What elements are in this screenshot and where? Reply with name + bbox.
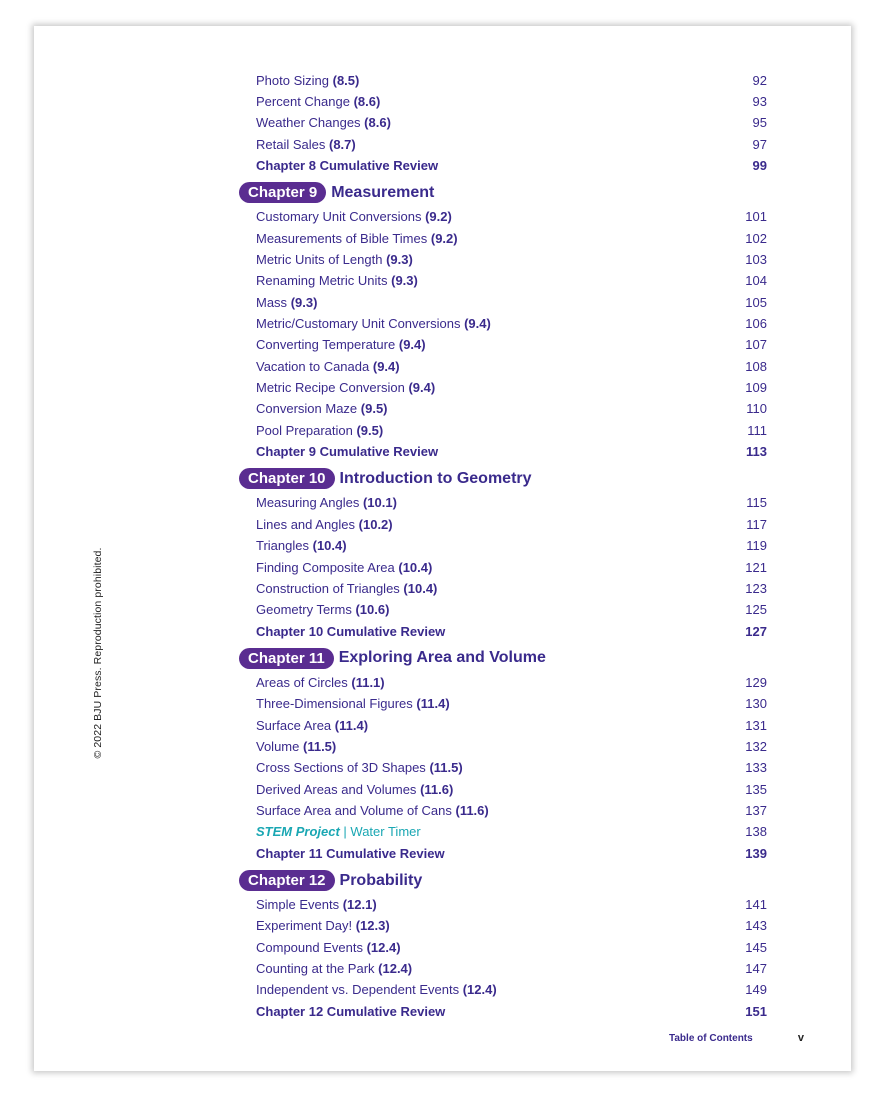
lesson-reference: (9.4) bbox=[372, 358, 400, 374]
entry-title-text: Construction of Triangles bbox=[256, 580, 400, 596]
toc-entry bbox=[256, 757, 767, 778]
chapter-heading bbox=[239, 647, 546, 669]
entry-title-text: Volume bbox=[256, 738, 300, 754]
page-number: 139 bbox=[745, 845, 767, 861]
lesson-reference: (12.1) bbox=[342, 897, 377, 913]
toc-entry bbox=[256, 377, 767, 398]
page-number: 129 bbox=[745, 674, 767, 690]
toc-entry bbox=[256, 70, 767, 91]
lesson-reference: (9.4) bbox=[398, 337, 426, 353]
page-number: 99 bbox=[752, 157, 767, 173]
page-number: 141 bbox=[745, 897, 767, 913]
page-number: 138 bbox=[745, 824, 767, 840]
toc-entry bbox=[256, 894, 767, 915]
stem-project-entry bbox=[256, 821, 767, 842]
entry-title-text: Finding Composite Area bbox=[256, 559, 395, 575]
entry-title bbox=[256, 158, 438, 173]
page-number: 119 bbox=[746, 538, 767, 554]
chapter-title: Measurement bbox=[331, 183, 435, 201]
page-number: 95 bbox=[752, 115, 767, 131]
toc-entry bbox=[256, 672, 767, 693]
entry-title-text: Simple Events bbox=[256, 897, 340, 913]
toc-entry bbox=[256, 535, 767, 556]
entry-title bbox=[256, 624, 445, 639]
chapter-title: Introduction to Geometry bbox=[339, 469, 532, 487]
page-number: 101 bbox=[745, 209, 767, 225]
entry-title-text: Three-Dimensional Figures bbox=[256, 696, 413, 712]
toc-entry bbox=[256, 779, 767, 800]
entry-title-text: Converting Temperature bbox=[256, 337, 396, 353]
toc-entry bbox=[256, 292, 767, 313]
entry-title-text: Cross Sections of 3D Shapes bbox=[256, 760, 426, 776]
page-number: 103 bbox=[745, 251, 767, 267]
toc-entry bbox=[256, 599, 767, 620]
toc-entry bbox=[256, 557, 767, 578]
entry-title-text: Metric Units of Length bbox=[256, 251, 383, 267]
entry-title bbox=[256, 824, 421, 839]
entry-title bbox=[256, 718, 368, 733]
entry-title bbox=[256, 73, 359, 88]
entry-title-text: Metric/Customary Unit Conversions bbox=[256, 316, 461, 331]
lesson-reference: (8.6) bbox=[353, 93, 381, 109]
cumulative-review-entry bbox=[256, 441, 767, 462]
stem-project-label: STEM Project bbox=[256, 824, 340, 840]
lesson-reference: (11.5) bbox=[429, 760, 463, 776]
entry-title bbox=[256, 940, 401, 955]
toc-entry bbox=[256, 270, 767, 291]
entry-title bbox=[256, 918, 390, 933]
entry-title bbox=[256, 337, 426, 352]
toc-entry bbox=[256, 715, 767, 736]
entry-title-text: Customary Unit Conversions bbox=[256, 209, 422, 225]
lesson-reference: (11.4) bbox=[334, 717, 369, 733]
page-number: 106 bbox=[745, 316, 767, 331]
lesson-reference: (10.2) bbox=[358, 516, 393, 532]
entry-title bbox=[256, 115, 391, 130]
page-number: 137 bbox=[745, 803, 767, 818]
chapter-title: Probability bbox=[339, 871, 423, 889]
entry-title bbox=[256, 982, 497, 997]
page-number: 125 bbox=[745, 602, 767, 618]
entry-title bbox=[256, 295, 317, 310]
entry-title bbox=[256, 803, 489, 818]
entry-title bbox=[256, 675, 385, 690]
lesson-reference: (11.6) bbox=[420, 781, 454, 797]
footer-label: Table of Contents bbox=[669, 1032, 753, 1044]
page-footer bbox=[669, 1032, 804, 1044]
page-number: 109 bbox=[745, 380, 767, 396]
entry-title-text: Mass bbox=[256, 294, 288, 310]
lesson-reference: (9.5) bbox=[356, 422, 384, 438]
toc-entry bbox=[256, 800, 767, 821]
page-number: 132 bbox=[745, 738, 767, 754]
lesson-reference: (9.4) bbox=[464, 316, 491, 331]
lesson-reference: (9.3) bbox=[391, 273, 418, 289]
entry-title bbox=[256, 782, 453, 797]
entry-title-text: | Water Timer bbox=[343, 824, 421, 840]
page-number: 145 bbox=[745, 939, 767, 955]
entry-title bbox=[256, 517, 393, 532]
entry-title-text: Chapter 9 Cumulative Review bbox=[256, 444, 439, 460]
lesson-reference: (12.4) bbox=[462, 982, 497, 998]
toc-entry bbox=[256, 736, 767, 757]
entry-title-text: Chapter 8 Cumulative Review bbox=[256, 157, 439, 173]
page-number: 102 bbox=[745, 230, 767, 246]
entry-title bbox=[256, 495, 397, 510]
chapter-heading bbox=[239, 468, 532, 490]
entry-title-text: Geometry Terms bbox=[256, 602, 352, 618]
chapter-number-badge: Chapter 10 bbox=[239, 468, 335, 489]
cumulative-review-entry bbox=[256, 1001, 767, 1022]
page-number: 130 bbox=[745, 696, 767, 712]
chapter-number-badge: Chapter 9 bbox=[239, 182, 326, 203]
entry-title-text: Lines and Angles bbox=[256, 516, 356, 532]
lesson-reference: (8.5) bbox=[332, 72, 360, 88]
lesson-reference: (9.3) bbox=[290, 294, 318, 310]
entry-title bbox=[256, 1004, 445, 1019]
lesson-reference: (9.5) bbox=[360, 401, 388, 417]
page-number: 151 bbox=[745, 1003, 767, 1019]
lesson-reference: (12.3) bbox=[355, 918, 390, 934]
entry-title-text: Chapter 10 Cumulative Review bbox=[256, 623, 446, 639]
entry-title-text: Counting at the Park bbox=[256, 961, 375, 977]
toc-entry bbox=[256, 206, 767, 227]
entry-title bbox=[256, 961, 412, 976]
entry-title bbox=[256, 696, 450, 711]
toc-entry bbox=[256, 313, 767, 334]
page-number: 92 bbox=[752, 72, 767, 88]
lesson-reference: (10.4) bbox=[403, 580, 438, 596]
page-number: 115 bbox=[746, 495, 767, 511]
lesson-reference: (9.4) bbox=[408, 380, 436, 396]
entry-title-text: Experiment Day! bbox=[256, 918, 353, 934]
toc-entry bbox=[256, 492, 767, 513]
entry-title-text: Compound Events bbox=[256, 939, 363, 955]
page-number: 133 bbox=[745, 760, 767, 776]
lesson-reference: (10.4) bbox=[312, 538, 347, 554]
page-number: 121 bbox=[745, 559, 767, 575]
entry-title bbox=[256, 359, 400, 374]
entry-title bbox=[256, 739, 336, 754]
page-number: 117 bbox=[746, 516, 767, 532]
entry-title-text: Triangles bbox=[256, 538, 309, 554]
entry-title bbox=[256, 231, 458, 246]
chapter-number-badge: Chapter 11 bbox=[239, 648, 334, 669]
page-number: 149 bbox=[745, 982, 767, 998]
page-number: 111 bbox=[747, 422, 767, 438]
chapter-heading bbox=[239, 870, 422, 892]
toc-entry bbox=[256, 958, 767, 979]
lesson-reference: (10.6) bbox=[355, 602, 390, 618]
toc-entry bbox=[256, 249, 767, 270]
page-number: 147 bbox=[745, 961, 767, 977]
page-number: 135 bbox=[745, 781, 767, 797]
entry-title-text: Derived Areas and Volumes bbox=[256, 781, 417, 797]
cumulative-review-entry bbox=[256, 155, 767, 176]
entry-title bbox=[256, 444, 438, 459]
entry-title-text: Retail Sales bbox=[256, 136, 326, 152]
toc-entry bbox=[256, 420, 767, 441]
lesson-reference: (8.7) bbox=[329, 136, 356, 152]
chapter-number-badge: Chapter 12 bbox=[239, 870, 335, 891]
lesson-reference: (11.4) bbox=[416, 696, 450, 712]
lesson-reference: (10.4) bbox=[398, 559, 433, 575]
entry-title bbox=[256, 581, 437, 596]
toc-entry bbox=[256, 356, 767, 377]
lesson-reference: (8.6) bbox=[364, 115, 391, 131]
page-number: 93 bbox=[752, 93, 767, 109]
entry-title-text: Renaming Metric Units bbox=[256, 273, 388, 289]
toc-entry bbox=[256, 915, 767, 936]
toc-entry bbox=[256, 937, 767, 958]
toc-entry bbox=[256, 398, 767, 419]
entry-title bbox=[256, 560, 432, 575]
entry-title-text: Pool Preparation bbox=[256, 422, 353, 438]
footer-page-number: v bbox=[797, 1032, 804, 1044]
entry-title bbox=[256, 602, 389, 617]
entry-title-text: Surface Area and Volume of Cans bbox=[256, 803, 452, 818]
page-number: 127 bbox=[745, 623, 767, 639]
page-number: 110 bbox=[746, 401, 767, 417]
entry-title bbox=[256, 252, 413, 267]
page-number: 123 bbox=[745, 580, 767, 596]
page-number: 143 bbox=[745, 918, 767, 934]
entry-title bbox=[256, 137, 356, 152]
entry-title bbox=[256, 273, 418, 288]
entry-title-text: Conversion Maze bbox=[256, 401, 358, 417]
lesson-reference: (9.2) bbox=[425, 209, 452, 225]
toc-entry bbox=[256, 514, 767, 535]
entry-title bbox=[256, 316, 491, 331]
cumulative-review-entry bbox=[256, 621, 767, 642]
entry-title-text: Independent vs. Dependent Events bbox=[256, 982, 460, 998]
toc-entry bbox=[256, 693, 767, 714]
toc-entry bbox=[256, 134, 767, 155]
entry-title bbox=[256, 760, 463, 775]
toc-entry bbox=[256, 578, 767, 599]
toc-entry bbox=[256, 228, 767, 249]
toc-entry bbox=[256, 112, 767, 133]
copyright-notice: © 2022 BJU Press. Reproduction prohibited. bbox=[92, 547, 104, 759]
page-number: 131 bbox=[745, 717, 767, 733]
chapter-title: Exploring Area and Volume bbox=[338, 649, 546, 667]
entry-title bbox=[256, 209, 452, 224]
entry-title-text: Photo Sizing bbox=[256, 72, 329, 88]
entry-title-text: Measurements of Bible Times bbox=[256, 230, 428, 246]
entry-title-text: Weather Changes bbox=[256, 115, 361, 131]
lesson-reference: (12.4) bbox=[378, 961, 413, 977]
entry-title-text: Areas of Circles bbox=[256, 674, 348, 690]
cumulative-review-entry bbox=[256, 843, 767, 864]
lesson-reference: (11.5) bbox=[303, 738, 337, 754]
toc-entry bbox=[256, 91, 767, 112]
entry-title bbox=[256, 897, 377, 912]
chapter-heading bbox=[239, 182, 434, 204]
page-number: 104 bbox=[745, 273, 767, 289]
entry-title bbox=[256, 423, 383, 438]
entry-title bbox=[256, 846, 445, 861]
lesson-reference: (10.1) bbox=[362, 495, 397, 511]
toc-entry bbox=[256, 334, 767, 355]
entry-title-text: Chapter 12 Cumulative Review bbox=[256, 1003, 446, 1019]
page-number: 107 bbox=[745, 337, 767, 353]
entry-title-text: Metric Recipe Conversion bbox=[256, 380, 405, 396]
page-number: 105 bbox=[745, 294, 767, 310]
page-number: 97 bbox=[752, 136, 767, 152]
lesson-reference: (11.6) bbox=[455, 803, 489, 818]
lesson-reference: (11.1) bbox=[351, 674, 385, 690]
entry-title-text: Chapter 11 Cumulative Review bbox=[256, 845, 445, 861]
toc-entry bbox=[256, 979, 767, 1000]
entry-title-text: Vacation to Canada bbox=[256, 358, 370, 374]
entry-title bbox=[256, 538, 347, 553]
lesson-reference: (9.2) bbox=[430, 230, 458, 246]
entry-title bbox=[256, 380, 435, 395]
entry-title-text: Surface Area bbox=[256, 717, 332, 733]
entry-title-text: Percent Change bbox=[256, 93, 350, 109]
entry-title bbox=[256, 401, 388, 416]
lesson-reference: (9.3) bbox=[386, 251, 413, 267]
page-number: 108 bbox=[745, 358, 767, 374]
entry-title-text: Measuring Angles bbox=[256, 495, 360, 511]
page-number: 113 bbox=[746, 444, 767, 460]
lesson-reference: (12.4) bbox=[366, 939, 401, 955]
entry-title bbox=[256, 94, 380, 109]
